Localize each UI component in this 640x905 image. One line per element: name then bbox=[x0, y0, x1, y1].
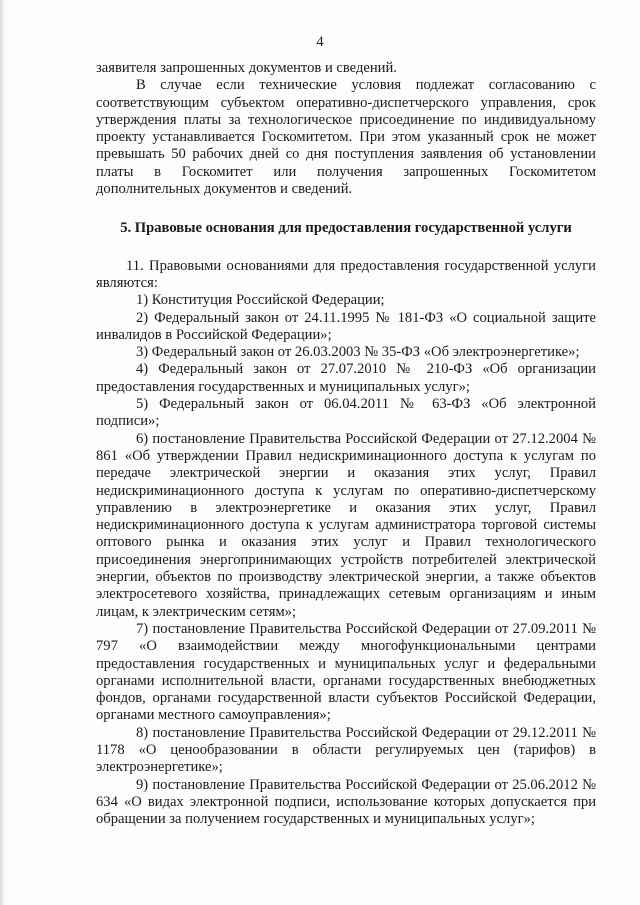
legal-basis-item-3: 3) Федеральный закон от 26.03.2003 № 35-ФЗ «Об электроэнергетике»; bbox=[136, 344, 580, 361]
legal-basis-item-6: 6) постановление Правительства Российской Федерации от 27.12.2004 № 861 «Об утверждении Правил недискриминационного доступа к услугам по передаче электрической энергии и оказания этих услуг, Правил недискриминационного доступа к услугам по оперативно-диспетчерскому управлению в электроэнергетике и оказания этих услуг, Правил недискриминационного доступа к услугам администратора торговой системы оптового рынка и оказания этих услуг и Правил технологического присоединения энергопринимающих устройств потребителей электрической энергии, объектов по производству электрической энергии, а также объектов электросетевого хозяйства, принадлежащих сетевым организациям и иным лицам, к электрическим сетям»; bbox=[96, 430, 596, 620]
legal-basis-item-8: 8) постановление Правительства Российской Федерации от 29.12.2011 № 1178 «О ценообразовании в области регулируемых цен (тарифов) в электроэнергетике»; bbox=[96, 724, 596, 776]
section-heading: 5. Правовые основания для предоставления государственной услуги bbox=[120, 220, 572, 237]
document-body bbox=[96, 60, 596, 828]
page-number: 4 bbox=[316, 34, 324, 50]
scan-edge-shadow bbox=[0, 0, 6, 905]
legal-basis-item-4: 4) Федеральный закон от 27.07.2010 № 210-ФЗ «Об организации предоставления государственных и муниципальных услуг»; bbox=[96, 361, 596, 395]
legal-basis-item-7: 7) постановление Правительства Российской Федерации от 27.09.2011 № 797 «О взаимодействии между многофункциональными центрами предоставления государственных и муниципальных услуг и федеральными органами исполнительной власти, органами государственных внебюджетных фондов, органами государственной власти субъектов Российской Федерации, органами местного самоуправления»; bbox=[96, 620, 596, 724]
legal-basis-item-9: 9) постановление Правительства Российской Федерации от 25.06.2012 № 634 «О видах электронной подписи, использование которых допускается при обращении за получением государственных и муниципальных услуг»; bbox=[96, 776, 596, 828]
legal-basis-item-2: 2) Федеральный закон от 24.11.1995 № 181-ФЗ «О социальной защите инвалидов в Российской Федерации»; bbox=[96, 309, 596, 343]
legal-basis-item-1: 1) Конституция Российской Федерации; bbox=[136, 292, 385, 309]
intro-paragraph-approval-term: В случае если технические условия подлежат согласованию с соответствующим субъектом оперативно-диспетчерского управления, срок утверждения платы за технологическое присоединение по индивидуальному проекту устанавливается Госкомитетом. При этом указанный срок не может превышать 50 рабочих дней со дня поступления заявления об установлении платы в Госкомитет или получения запрошенных Госкомитетом дополнительных документов и сведений. bbox=[96, 77, 596, 198]
legal-basis-item-5: 5) Федеральный закон от 06.04.2011 № 63-ФЗ «Об электронной подписи»; bbox=[96, 396, 596, 430]
intro-paragraph-continuation: заявителя запрошенных документов и сведений. bbox=[96, 60, 397, 76]
clause-11-intro: 11. Правовыми основаниями для предоставления государственной услуги являются: bbox=[96, 257, 596, 291]
